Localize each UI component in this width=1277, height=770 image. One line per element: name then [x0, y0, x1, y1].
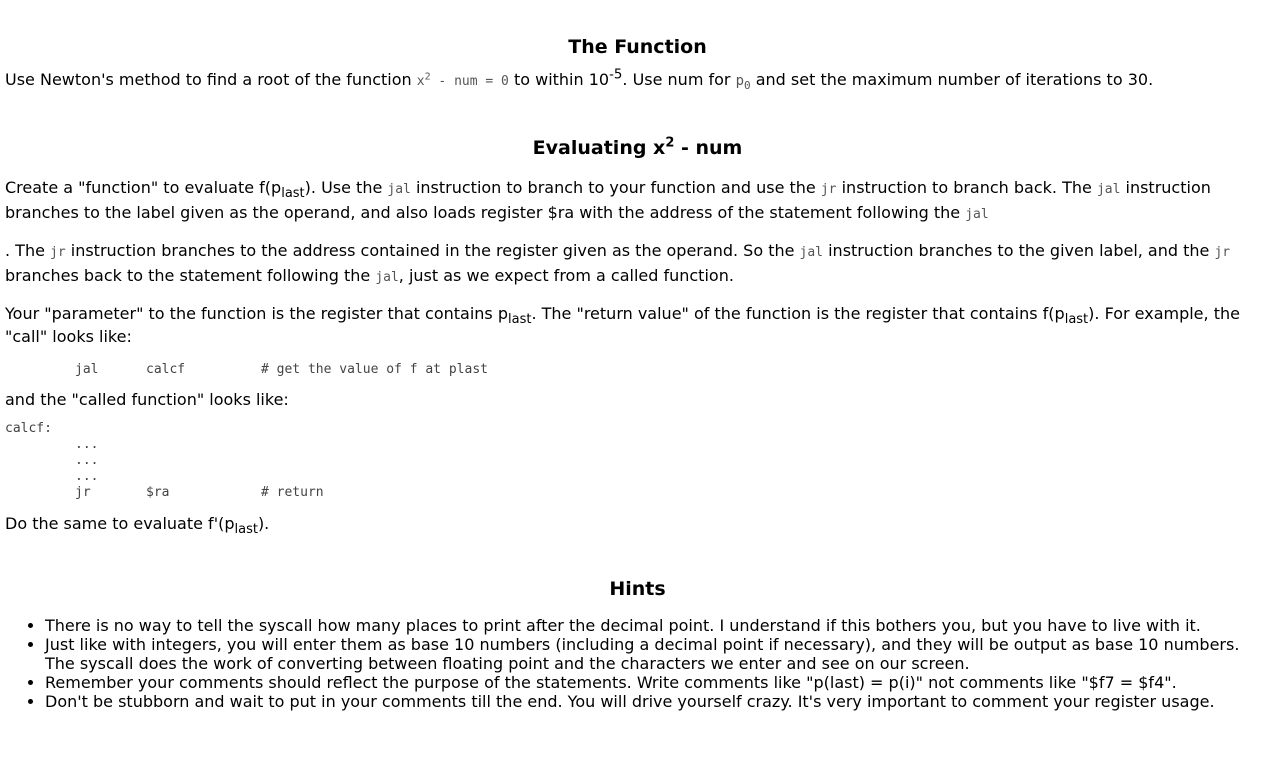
- hint-item: • There is no way to tell the syscall how many places to print after the decimal point. I understand if this bothers you, but you have to live with it.: [45, 616, 1270, 635]
- hint-item: • Don't be stubborn and wait to put in your comments till the end. You will drive yourself crazy. It's very important to comment your register usage.: [45, 692, 1270, 711]
- parameter-paragraph: Your "parameter" to the function is the register that contains $p_{last}$. The "return value" of the function is the register that contains $f(p_{last})$. For example, the "call" looks like:: [5, 304, 1240, 346]
- heading-the-function: The Function: [568, 36, 707, 58]
- hint-item: • Just like with integers, you will enter them as base 10 numbers (including a decimal point if necessary), and they will be output as base 10 numbers. The syscall does the work of converting between floating point and the characters we enter and see on our screen.: [45, 635, 1270, 673]
- called-function-code-block: calcf: ... ... ... jr $ra # return: [5, 421, 324, 500]
- called-function-intro: and the "called function" looks like:: [5, 390, 289, 409]
- p0-symbol: $p_0$: [735, 73, 751, 92]
- hint-item: • Remember your comments should reflect the purpose of the statements. Write comments like "p(last) = p(i)" not comments like "$f7 = $f4".: [45, 673, 1270, 692]
- equation: $x^2$ - num = 0: [416, 71, 509, 89]
- heading-hints: Hints: [609, 578, 666, 600]
- jal-description-paragraph: Create a "function" to evaluate $f(p_{last})$. Use the jal instruction to branch to your function and use the jr instruction to branch back. The jal instruction branches to the label given as the operand, and also loads register $ra with the address of the statement following the jal: [5, 178, 1211, 222]
- jr-description-paragraph: . The jr instruction branches to the address contained in the register given as the operand. So the jal instruction branches to the given label, and the jr branches back to the statement following the jal, just as we expect from a called function.: [5, 241, 1231, 285]
- hints-list: [5, 616, 1270, 711]
- heading-evaluating: Evaluating $x^2$ - num: [532, 135, 743, 159]
- document-page: [0, 35, 1270, 711]
- derivative-paragraph: Do the same to evaluate $f'(p_{last})$.: [5, 514, 270, 538]
- newton-method-paragraph: Use Newton's method to find a root of the function $x^2$ - num = 0 to within $10^{-5}$. Use num for $p_0$ and set the maximum number of iterations to 30.: [5, 67, 1154, 92]
- call-code-block: jal calcf # get the value of f at plast: [75, 362, 488, 377]
